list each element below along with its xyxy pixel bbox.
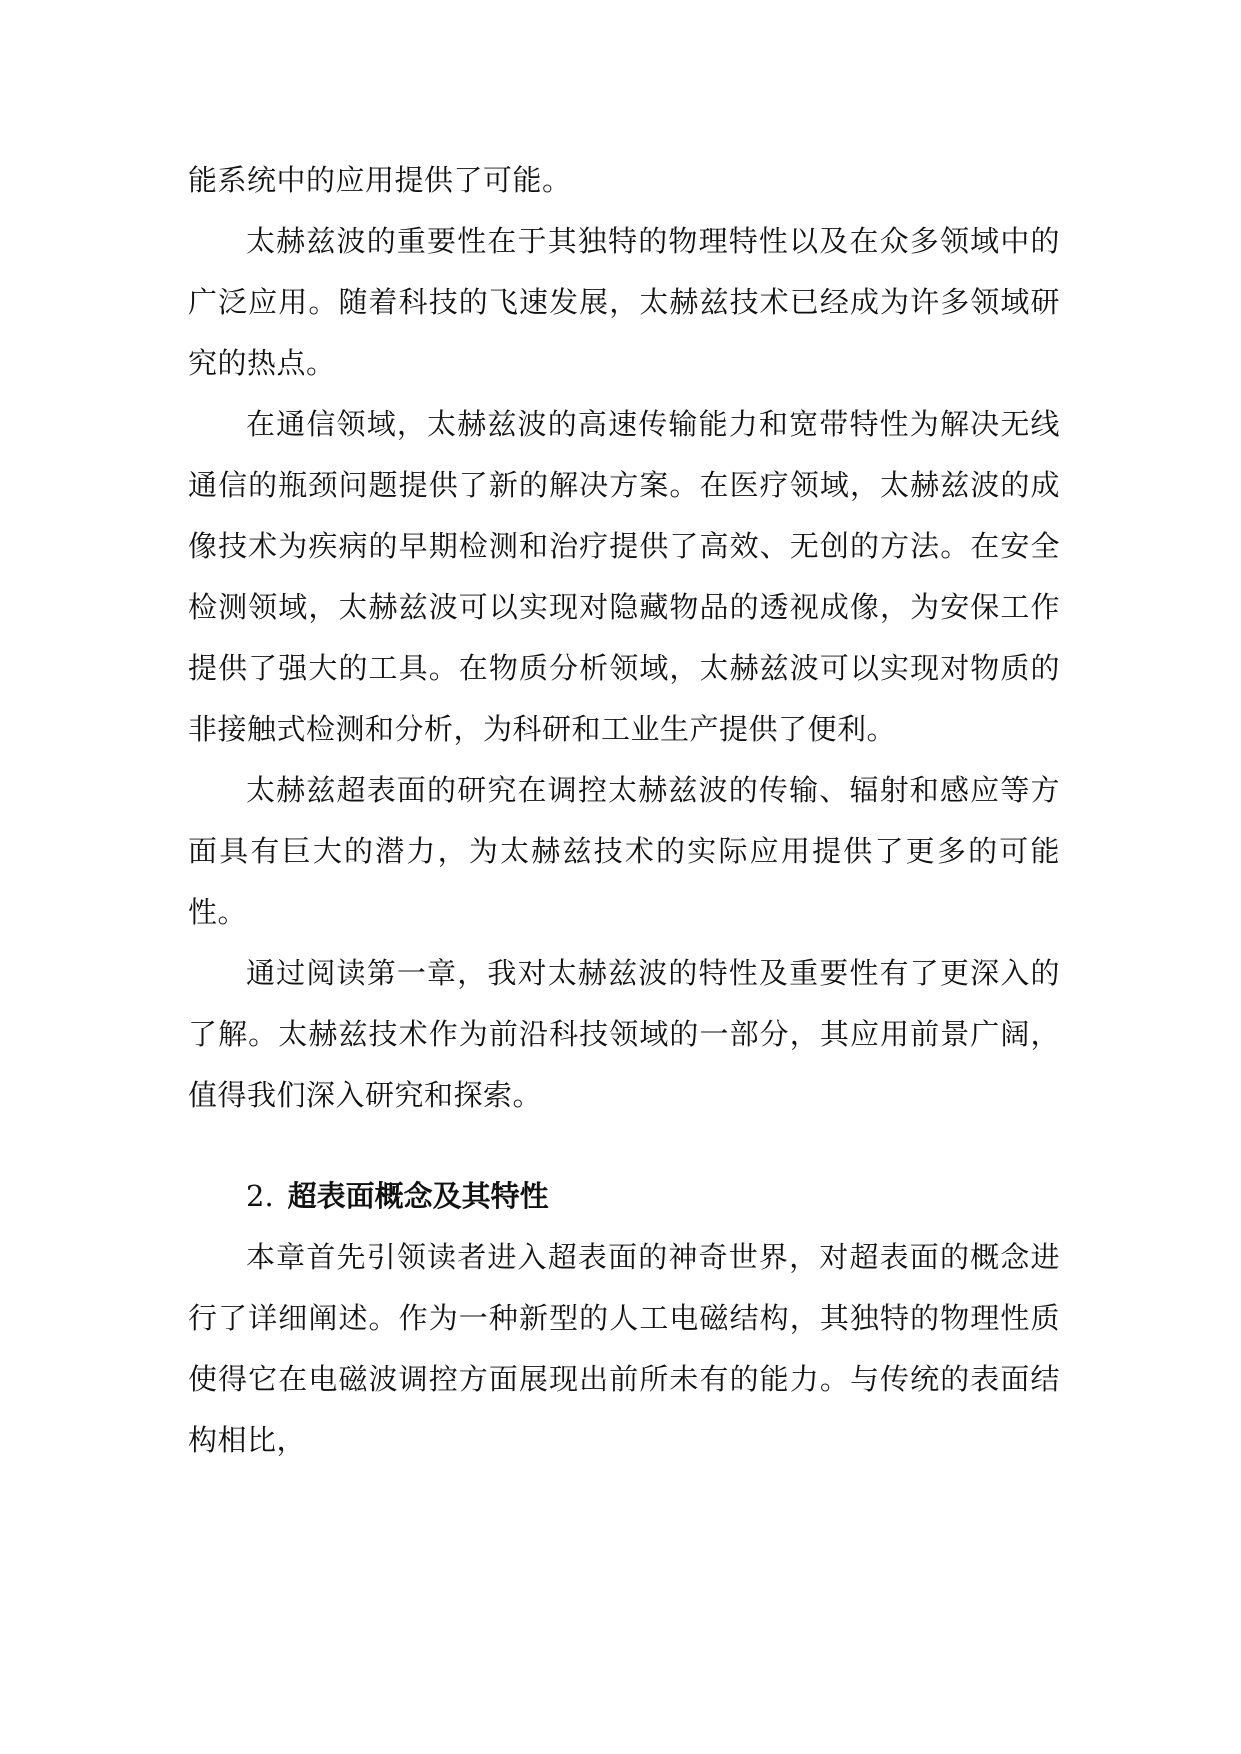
paragraph-metasurface-research: 太赫兹超表面的研究在调控太赫兹波的传输、辐射和感应等方面具有巨大的潜力，为太赫兹技术的实际应用提供了更多的可能性。	[188, 773, 1060, 929]
paragraph-applications: 在通信领域，太赫兹波的高速传输能力和宽带特性为解决无线通信的瓶颈问题提供了新的解决方案。在医疗领域，太赫兹波的成像技术为疾病的早期检测和治疗提供了高效、无创的方法。在安全检测领域，太赫兹波可以实现对隐藏物品的透视成像，为安保工作提供了强大的工具。在物质分析领域，太赫兹波可以实现对物质的非接触式检测和分析，为科研和工业生产提供了便利。	[188, 407, 1060, 746]
section-title: 超表面概念及其特性	[287, 1179, 549, 1213]
paragraph-terahertz-importance: 太赫兹波的重要性在于其独特的物理特性以及在众多领域中的广泛应用。随着科技的飞速发展，太赫兹技术已经成为许多领域研究的热点。	[188, 224, 1060, 380]
document-body	[188, 150, 1060, 1471]
section-number: 2.	[246, 1179, 274, 1213]
section-heading	[188, 1166, 1060, 1227]
paragraph-continued: 能系统中的应用提供了可能。	[188, 163, 572, 197]
paragraph-chapter-summary: 通过阅读第一章，我对太赫兹波的特性及重要性有了更深入的了解。太赫兹技术作为前沿科技领域的一部分，其应用前景广阔，值得我们深入研究和探索。	[188, 956, 1060, 1112]
paragraph-chapter-intro: 本章首先引领读者进入超表面的神奇世界，对超表面的概念进行了详细阐述。作为一种新型的人工电磁结构，其独特的物理性质使得它在电磁波调控方面展现出前所未有的能力。与传统的表面结构相比，	[188, 1240, 1060, 1457]
